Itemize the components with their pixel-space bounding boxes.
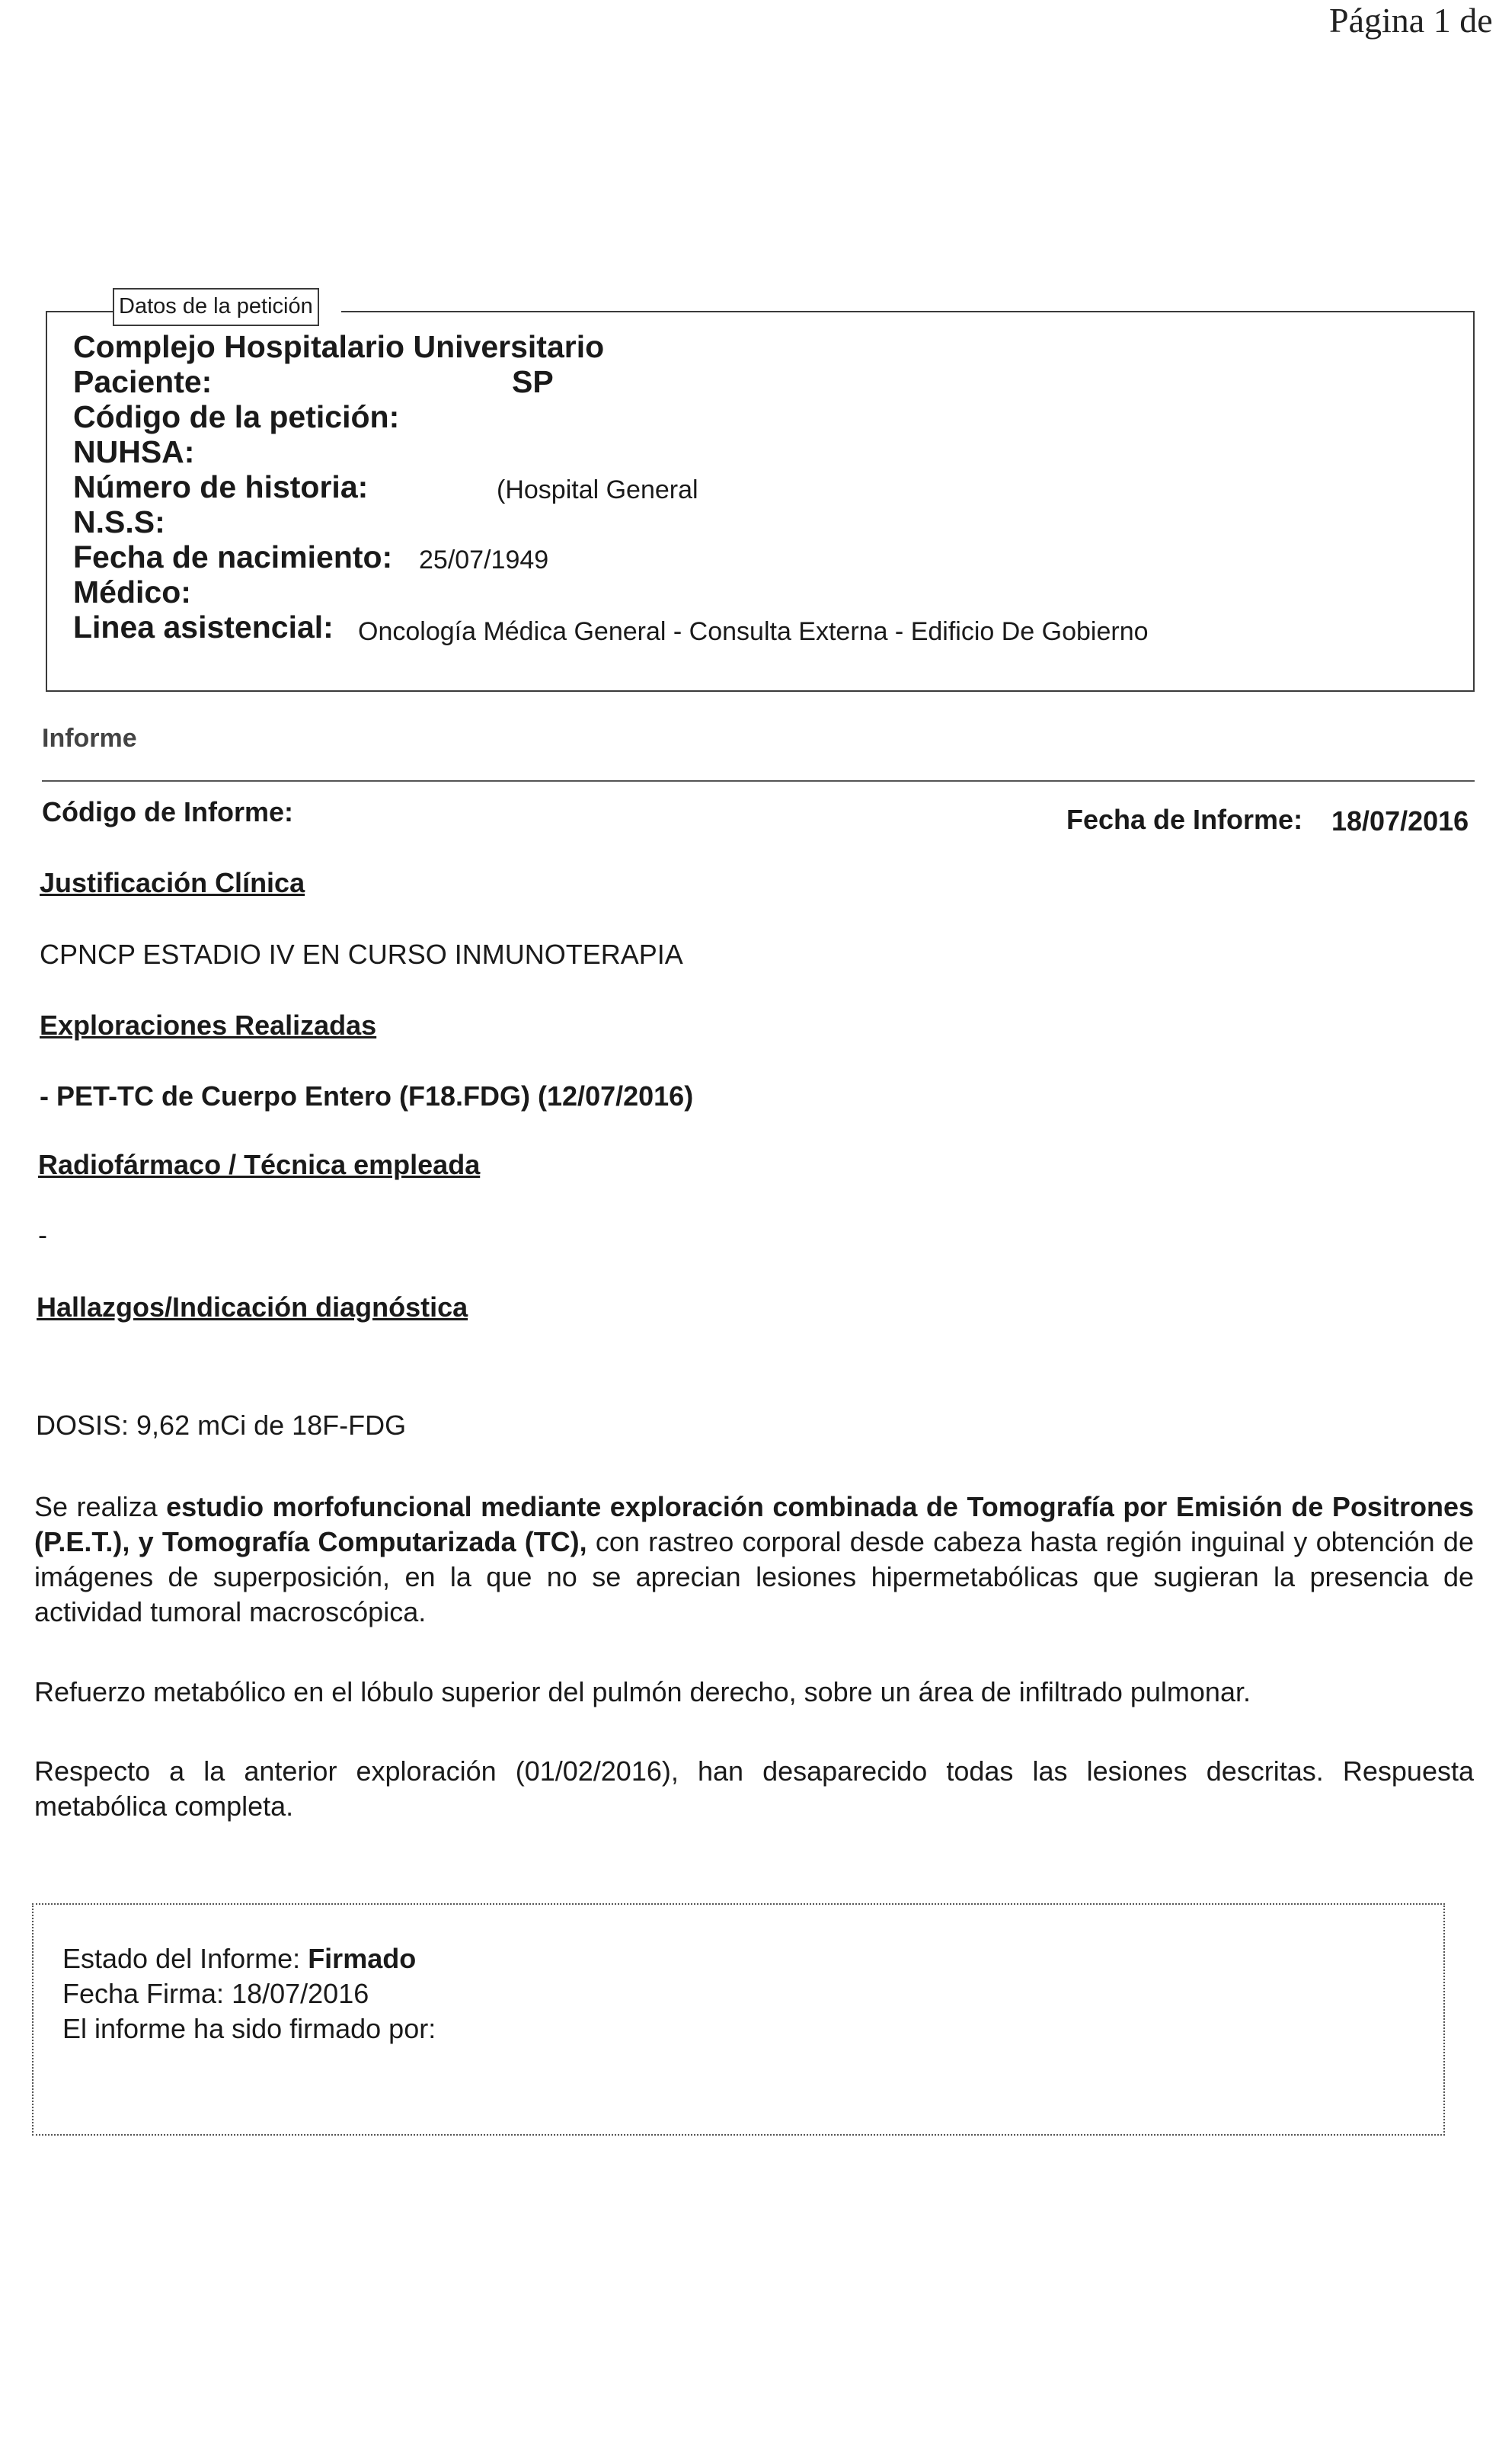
patient-label: Paciente: <box>73 364 213 399</box>
birth-date-label: Fecha de nacimiento: <box>73 539 393 574</box>
care-line-value: Oncología Médica General - Consulta Externa - Edificio De Gobierno <box>358 617 1149 646</box>
findings-paragraph-bold: estudio morfofuncional mediante exploración combinada de Tomografía por Emisión de Positrones (P.E.T.), y Tomografía Computarizada (TC), <box>34 1491 1474 1557</box>
doctor-label: Médico: <box>73 574 191 610</box>
report-date-label: Fecha de Informe: <box>1066 804 1303 835</box>
findings-paragraph-rest: con rastreo corporal desde cabeza hasta región inguinal y obtención de imágenes de superposición, en la que no se aprecian lesiones hipermetabólicas que sugieran la presencia de actividad tumoral macroscópica. <box>34 1526 1474 1627</box>
report-status <box>62 1941 416 1976</box>
explorations-heading: Exploraciones Realizadas <box>40 1010 377 1041</box>
dose-text: DOSIS: 9,62 mCi de 18F-FDG <box>36 1410 407 1441</box>
explorations-text: - PET-TC de Cuerpo Entero (F18.FDG) (12/07/2016) <box>40 1080 694 1112</box>
signature-date <box>62 1976 369 2011</box>
birth-date-value: 25/07/1949 <box>419 546 549 574</box>
justification-text: CPNCP ESTADIO IV EN CURSO INMUNOTERAPIA <box>40 939 683 970</box>
hospital-name: Complejo Hospitalario Universitario <box>73 329 605 364</box>
request-code-label: Código de la petición: <box>73 399 400 434</box>
justification-heading: Justificación Clínica <box>40 867 305 898</box>
page-number: Página 1 de <box>1329 1 1493 40</box>
report-status-label: Estado del Informe: <box>62 1943 301 1974</box>
radiopharmaceutical-heading: Radiofármaco / Técnica empleada <box>38 1149 481 1180</box>
signature-date-label: Fecha Firma: <box>62 1978 225 2009</box>
report-section-title: Informe <box>42 724 137 753</box>
care-line-label: Linea asistencial: <box>73 610 334 645</box>
report-status-value: Firmado <box>308 1943 417 1974</box>
metabolic-paragraph: Refuerzo metabólico en el lóbulo superior del pulmón derecho, sobre un área de infiltrado pulmonar. <box>34 1676 1251 1707</box>
signature-date-value: 18/07/2016 <box>232 1978 369 2009</box>
signed-by-label: El informe ha sido firmado por: <box>62 2013 436 2044</box>
findings-paragraph <box>34 1490 1474 1630</box>
report-date-value: 18/07/2016 <box>1331 805 1469 837</box>
report-divider <box>42 780 1475 782</box>
request-legend: Datos de la petición <box>113 288 319 326</box>
nss-label: N.S.S: <box>73 504 165 539</box>
nuhsa-label: NUHSA: <box>73 434 195 469</box>
request-box-top-border <box>46 311 113 312</box>
comparison-paragraph: Respecto a la anterior exploración (01/02/2016), han desaparecido todas las lesiones descritas. Respuesta metabólica completa. <box>34 1755 1474 1822</box>
history-number-label: Número de historia: <box>73 469 369 504</box>
request-box-top-border <box>341 311 1475 312</box>
findings-paragraph-intro: Se realiza <box>34 1491 167 1522</box>
report-code-label: Código de Informe: <box>42 796 293 827</box>
history-number-value: (Hospital General <box>497 475 698 504</box>
radiopharmaceutical-text: - <box>38 1219 47 1250</box>
findings-heading: Hallazgos/Indicación diagnóstica <box>37 1291 468 1323</box>
patient-value: SP <box>512 364 554 399</box>
